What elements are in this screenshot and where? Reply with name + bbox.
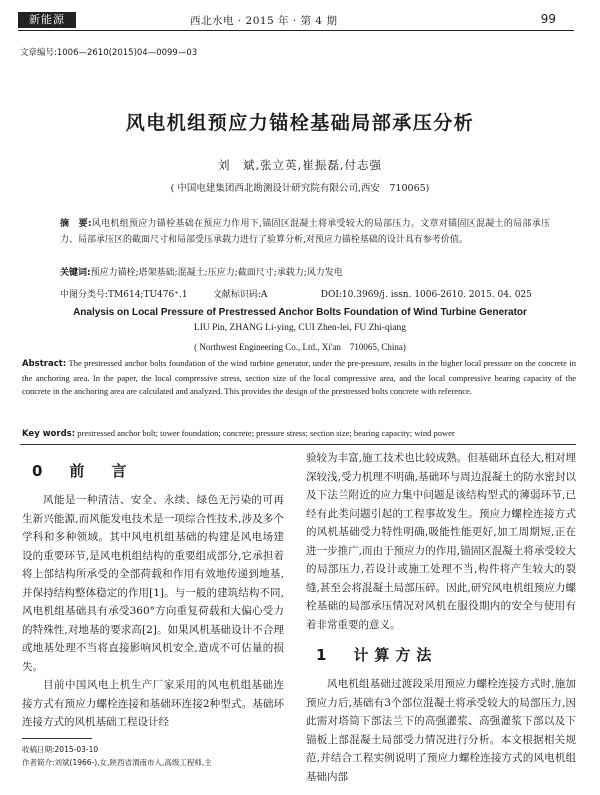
authors-cn: 刘 斌,张立英,崔振磊,付志强 (218, 158, 382, 172)
affiliation-en: ( Northwest Engineering Co., Ltd., Xi'an 710065, China) (194, 342, 406, 352)
right-column (306, 449, 576, 786)
keywords-cn (60, 266, 550, 281)
footnote-rule (22, 738, 92, 739)
section-heading-method: 1 计算方法 (316, 646, 438, 664)
paper-title-cn: 风电机组预应力锚栓基础局部承压分析 (125, 112, 475, 134)
keywords-en-label: Key words: (22, 429, 76, 439)
authors-en: LIU Pin, ZHANG Li-ying, CUI Zhen-lei, FU Zhi-qiang (193, 323, 407, 333)
affiliation-cn: ( 中国电建集团西北勘测设计研究院有限公司,西安 710065) (170, 183, 430, 194)
keywords-cn-text: 预应力锚栓;塔架基础;混凝土;压应力;截面尺寸;承载力;风力发电 (90, 268, 343, 278)
article-number: 文章编号:1006—2610(2015)04—0099—03 (20, 48, 198, 58)
clc-number: 中图分类号:TM614;TU476⁺.1 (60, 290, 188, 300)
classification-line (60, 287, 560, 300)
page-number: 99 (540, 12, 556, 26)
intro-paragraph-1: 风能是一种清洁、安全、永续、绿色无污染的可再生新兴能源,而风能发电技术是一项综合性技术,涉及多个学科和多种领域。其中风电机组基础的构建是风电场建设的重要环节,是风电机组结构的重要组成部分,它承担着将上部结构所承受的全部荷载和作用有效地传递到地基,并保持结构整体稳定的作用[1]。与一般的建筑结构不同,风电机组基础具有承受360°方向重复荷载和大偏心受力的特殊性,对地基的要求高[2]。如果风机基础设计不合理或地基处理不当将直接影响风机安全,造成不可估量的损失。 (22, 494, 284, 673)
keywords-en (22, 428, 576, 439)
abstract-cn-text: 风电机组预应力锚栓基础在预应力作用下,锚固区混凝土将承受较大的局部压力。文章对锚固区混凝土的局部承压力、局部承压区的截面尺寸和局部受压承载力进行了验算分析,对预应力锚栓基础的设计具有参考价值。 (60, 219, 550, 245)
method-paragraph-1: 风电机组基础过渡段采用预应力螺栓连接方式时,施加预应力后,基础有3个部位混凝土将承受较大的局部压力,因此需对塔筒下部法兰下的高强灌浆、高强灌浆下部以及下锚板上部混凝土局部受力情况进行分析。本文根据相关规范,并结合工程实例说明了预应力螺栓连接方式的风电机组基础内部 (306, 678, 576, 783)
abstract-en (22, 357, 576, 399)
section-heading-introduction: 0 前 言 (32, 462, 133, 480)
section-tag: 新能源 (18, 12, 76, 28)
abstract-separator (20, 444, 576, 445)
abstract-cn (60, 216, 550, 248)
intro-paragraph-continued: 验较为丰富,施工技术也比较成熟。但基础环直径大,相对埋深较浅,受力机理不明确,基础环与周边混凝土的防水密封以及下法兰附近的应力集中问题是该结构型式的薄弱环节,已经有此类问题引起的工程事故发生。预应力螺栓连接方式的风机基础受力特性明确,吸能性能更好,加工周期短,正在进一步推广,而由于预应力的作用,锚固区混凝土将承受较大的局部压力,若设计或施工处理不当,构件将产生较大的裂缝,甚至会将混凝土局部压碎。因此,研究风电机组预应力螺栓基础的局部承压情况对风机在服役期内的安全与使用有着非常重要的意义。 (306, 452, 576, 631)
abstract-en-label: Abstract: (22, 359, 67, 369)
keywords-en-text: prestressed anchor bolt; tower foundation; concrete; pressure stress; section size; bearing capacity; wind power (77, 428, 455, 438)
left-column (22, 456, 284, 769)
footnote-author: 作者简介:刘斌(1966-),女,陕西省渭南市人,高级工程师,主 (22, 757, 212, 767)
paper-title-en: Analysis on Local Pressure of Prestressed Anchor Bolts Foundation of Wind Turbine Generator (73, 307, 527, 318)
doi: DOI:10.3969/j. issn. 1006-2610. 2015. 04. 025 (320, 290, 532, 300)
footnote-received: 收稿日期:2015-03-10 (22, 744, 99, 754)
journal-header: 西北水电 · 2015 年 · 第 4 期 (190, 15, 338, 27)
document-code: 文献标识码:A (212, 290, 268, 300)
abstract-en-text: The prestressed anchor bolts foundation of the wind turbine generator, under the pre-pressure, results in the higher local pressure on the concrete in the anchoring area. In the paper, the local compressive stress, section size of the local compressive area, and the local compressive bearing capacity of the concrete in the anchoring area are calculated and analyzed. This provides the design of the prestressed bolts concrete with reference. (22, 358, 576, 396)
keywords-cn-label: 关键词: (60, 268, 91, 278)
header-rule (18, 30, 574, 31)
intro-paragraph-2: 目前中国风电上机生产厂家采用的风电机组基础连接方式有预应力螺栓连接和基础环连接2种型式。基础环连接方式的风机基础工程设计经 (22, 679, 284, 728)
abstract-cn-label: 摘 要: (60, 219, 92, 229)
